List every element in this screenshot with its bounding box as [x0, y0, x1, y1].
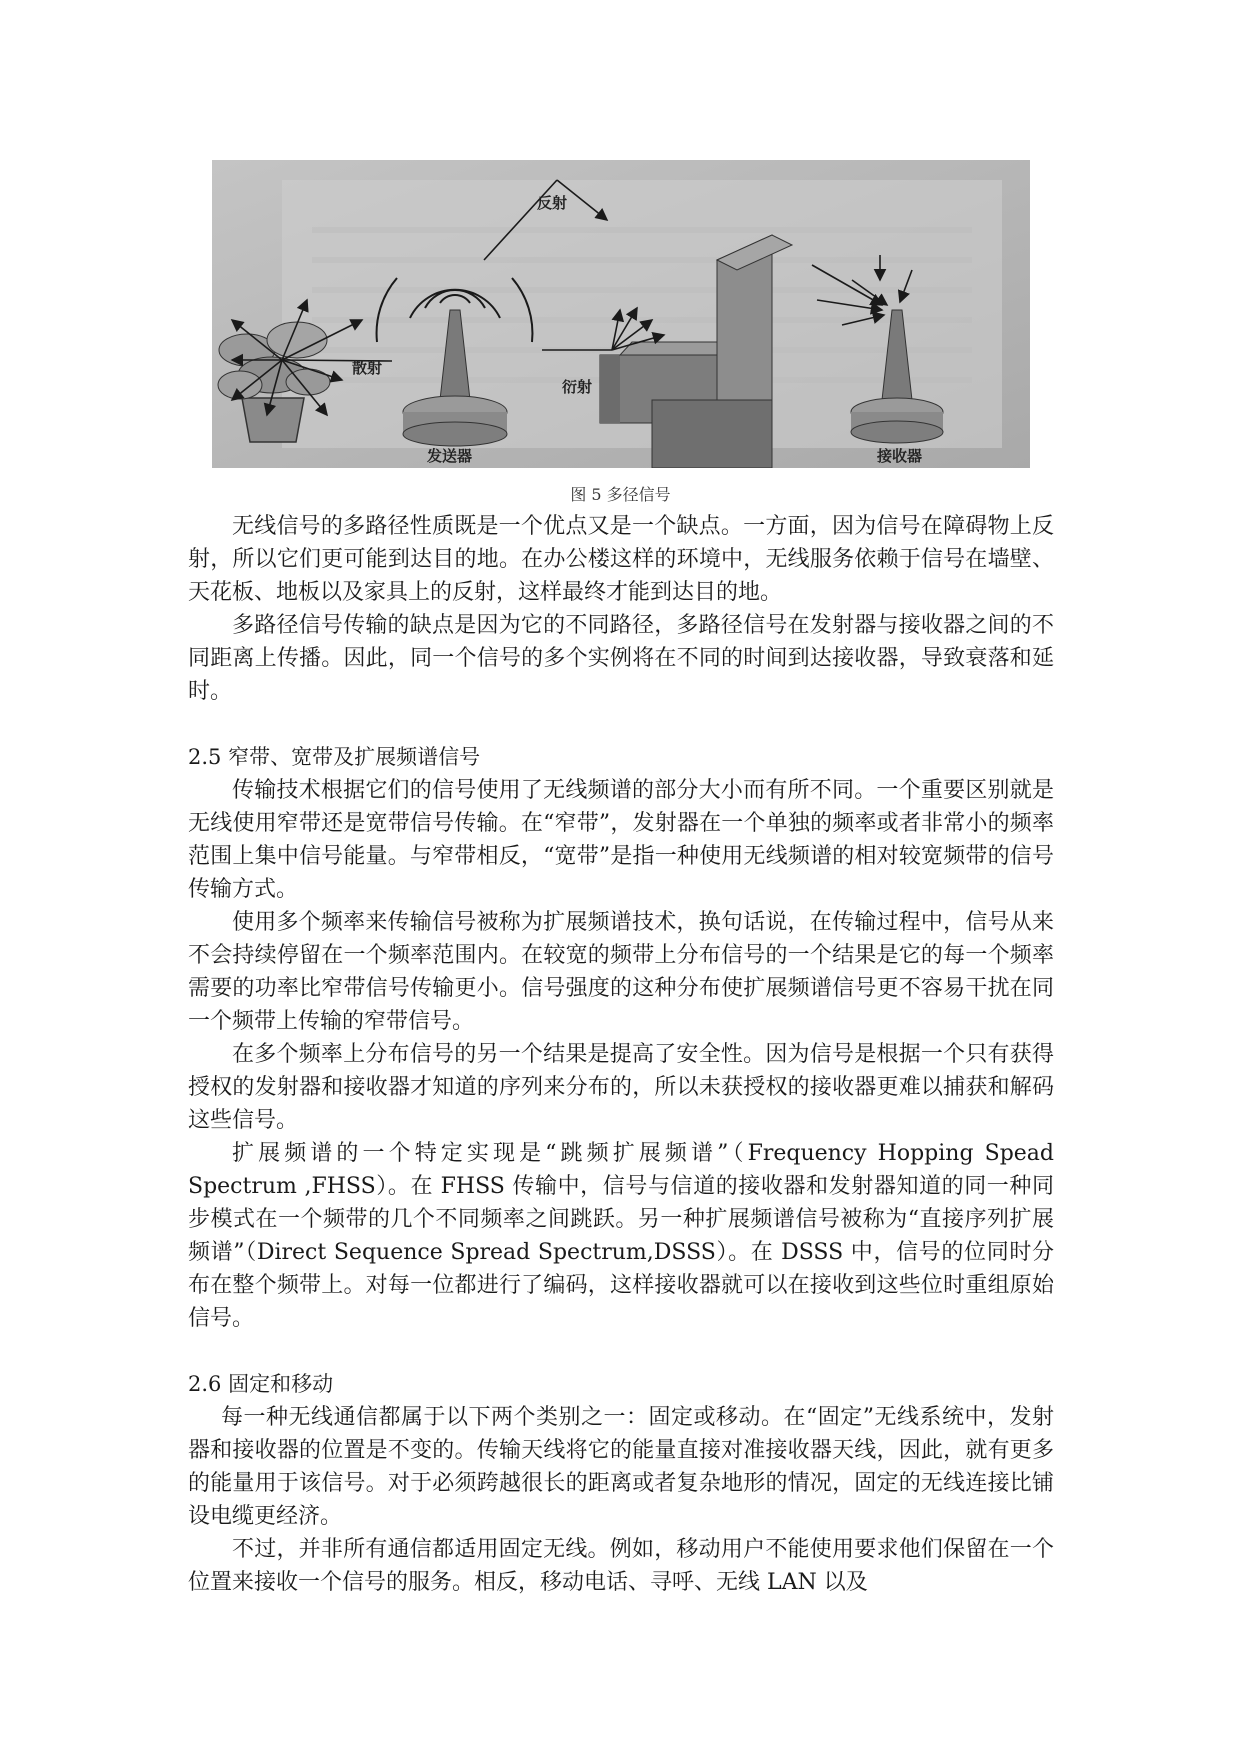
multipath-diagram	[212, 160, 1030, 468]
paragraph: 使用多个频率来传输信号被称为扩展频谱技术，换句话说，在传输过程中，信号从来不会持续停留在一个频率范围内。在较宽的频带上分布信号的一个结果是它的每一个频率需要的功率比窄带信号传输更小。信号强度的这种分布使扩展频谱信号更不容易干扰在同一个频带上传输的窄带信号。	[188, 910, 1054, 1034]
label-receiver: 接收器	[877, 447, 923, 465]
paragraph: 不过，并非所有通信都适用固定无线。例如，移动用户不能使用要求他们保留在一个位置来接收一个信号的服务。相反，移动电话、寻呼、无线 LAN 以及	[188, 1537, 1054, 1595]
label-diffraction: 衍射	[562, 378, 593, 396]
paragraph: 扩展频谱的一个特定实现是“跳频扩展频谱”（Frequency Hopping Spead Spectrum ,FHSS）。在 FHSS 传输中，信号与信道的接收器和发射器知道的同一种同步模式在一个频带的几个不同频率之间跳跃。另一种扩展频谱信号被称为“直接序列扩展频谱”（Direct Sequence Spread Spectrum,DSSS）。在 DSSS 中，信号的位同时分布在整个频带上。对每一位都进行了编码，这样接收器就可以在接收到这些位时重组原始信号。	[188, 1141, 1054, 1331]
section-heading: 2.6 固定和移动	[188, 1372, 334, 1396]
label-transmitter: 发送器	[427, 447, 473, 465]
figure-caption: 图 5 多径信号	[570, 485, 671, 504]
paragraph: 无线信号的多路径性质既是一个优点又是一个缺点。一方面，因为信号在障碍物上反射，所以它们更可能到达目的地。在办公楼这样的环境中，无线服务依赖于信号在墙壁、天花板、地板以及家具上的反射，这样最终才能到达目的地。	[188, 514, 1054, 605]
label-reflection: 反射	[537, 194, 568, 212]
multipath-figure	[212, 160, 1030, 468]
paragraph: 传输技术根据它们的信号使用了无线频谱的部分大小而有所不同。一个重要区别就是无线使用窄带还是宽带信号传输。在“窄带”，发射器在一个单独的频率或者非常小的频率范围上集中信号能量。与窄带相反，“宽带”是指一种使用无线频谱的相对较宽频带的信号传输方式。	[188, 778, 1054, 902]
document-body	[188, 510, 1054, 1599]
paragraph: 多路径信号传输的缺点是因为它的不同路径，多路径信号在发射器与接收器之间的不同距离上传播。因此，同一个信号的多个实例将在不同的时间到达接收器，导致衰落和延时。	[188, 613, 1054, 704]
section-heading: 2.5 窄带、宽带及扩展频谱信号	[188, 745, 481, 769]
label-scattering: 散射	[352, 359, 383, 377]
paragraph: 在多个频率上分布信号的另一个结果是提高了安全性。因为信号是根据一个只有获得授权的发射器和接收器才知道的序列来分布的，所以未获授权的接收器更难以捕获和解码这些信号。	[188, 1042, 1054, 1133]
paragraph: 每一种无线通信都属于以下两个类别之一：固定或移动。在“固定”无线系统中，发射器和接收器的位置是不变的。传输天线将它的能量直接对准接收器天线，因此，就有更多的能量用于该信号。对于必须跨越很长的距离或者复杂地形的情况，固定的无线连接比铺设电缆更经济。	[188, 1405, 1054, 1529]
